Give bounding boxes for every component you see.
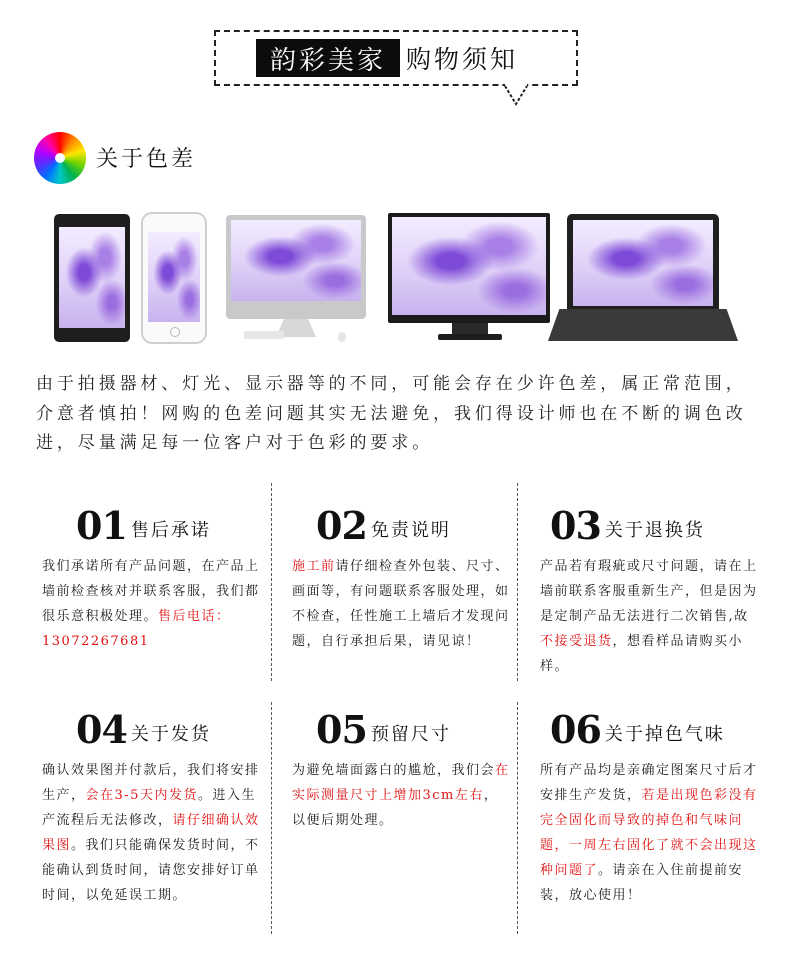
section-title-color: 关于色差 <box>96 147 197 172</box>
card-body: 确认效果图并付款后，我们将安排生产， <box>42 763 260 803</box>
card-body: 请仔细检查外包装、尺寸、画面等，有问题联系客服处理，如不检查，任性施工上墙后才发现问题，自行承担后果，请见谅！ <box>292 559 510 649</box>
card-text <box>292 758 510 833</box>
card-header <box>540 706 758 750</box>
keyboard-image <box>244 331 284 339</box>
mouse-image <box>338 332 346 342</box>
card-title: 预留尺寸 <box>370 724 451 745</box>
divider <box>271 483 272 681</box>
speech-tail-icon <box>503 84 529 106</box>
monitor-image <box>388 213 550 323</box>
divider <box>271 702 272 934</box>
color-wheel-icon <box>34 132 86 184</box>
card-number: 03 <box>550 503 601 548</box>
card-body-end: 。请亲在入住前提前安装，放心使用！ <box>540 863 744 903</box>
card-header <box>42 706 260 750</box>
card-returns <box>540 502 758 679</box>
card-reserve-size <box>292 706 510 833</box>
hotline-text: 售后电话：13072267681 <box>42 609 231 649</box>
card-header <box>292 502 510 546</box>
card-header <box>540 502 758 546</box>
card-shipping <box>42 706 260 908</box>
card-number: 06 <box>550 707 601 752</box>
highlight-text: 不接受退货 <box>540 634 613 649</box>
card-title: 免责说明 <box>370 520 451 541</box>
card-title: 关于发货 <box>130 724 211 745</box>
highlight-text: 若是出现色彩没有完全固化而导致的掉色和气味问题，一周左右固化了就不会出现这种问题了 <box>540 788 758 878</box>
card-after-sales <box>42 502 260 654</box>
card-text <box>42 758 260 908</box>
card-header <box>292 706 510 750</box>
laptop-keyboard <box>548 309 738 341</box>
card-text <box>42 554 260 654</box>
card-text <box>540 554 758 679</box>
color-notice-text: 由于拍摄器材、灯光、显示器等的不同，可能会存在少许色差，属正常范围，介意者慎拍！网购的色差问题其实无法避免，我们得设计师也在不断的调色改进，尽量满足每一位客户对于色彩的要求。 <box>36 374 747 453</box>
highlight-text: 会在3-5天内发货 <box>85 788 198 803</box>
card-body: 产品若有瑕疵或尺寸问题，请在上墙前联系客服重新生产，但是因为是定制产品无法进行二次销售,故 <box>540 559 758 624</box>
imac-image <box>226 215 366 319</box>
monitor-base <box>438 334 502 340</box>
highlight-text: 在实际测量尺寸上增加3cm左右 <box>292 763 510 803</box>
card-fading-odor <box>540 706 758 908</box>
phone-white-image <box>141 212 207 344</box>
card-body-end: 。我们只能确保发货时间，不能确认到货时间，请您安排好订单时间，以免延误工期。 <box>42 838 260 903</box>
card-number: 02 <box>316 503 367 548</box>
card-title: 售后承诺 <box>130 520 211 541</box>
laptop-image <box>567 214 719 310</box>
divider <box>517 702 518 934</box>
phone-black-image <box>54 214 130 342</box>
page-title: 购物须知 <box>406 45 519 74</box>
card-body-middle: 。进入生产流程后无法修改， <box>42 788 256 828</box>
card-body-end: ，想看样品请购买小样。 <box>540 634 744 674</box>
card-header <box>42 502 260 546</box>
card-number: 04 <box>76 707 127 752</box>
card-number: 05 <box>316 707 367 752</box>
card-body-end: ，以便后期处理。 <box>292 788 499 828</box>
card-text <box>540 758 758 908</box>
card-title: 关于退换货 <box>604 520 705 541</box>
card-body: 我们承诺所有产品问题，在产品上墙前检查核对并联系客服，我们都很乐意积极处理。 <box>42 559 260 624</box>
highlight-text: 施工前 <box>292 559 336 574</box>
highlight-text: 请仔细确认效果图 <box>42 813 260 853</box>
brand-name: 韵彩美家 <box>256 39 400 77</box>
card-body: 为避免墙面露白的尴尬，我们会 <box>292 763 496 778</box>
card-text <box>292 554 510 654</box>
card-disclaimer <box>292 502 510 654</box>
divider <box>517 483 518 681</box>
card-title: 关于掉色气味 <box>604 724 725 745</box>
card-number: 01 <box>76 503 127 548</box>
card-body: 所有产品均是亲确定图案尺寸后才安排生产发货， <box>540 763 758 803</box>
